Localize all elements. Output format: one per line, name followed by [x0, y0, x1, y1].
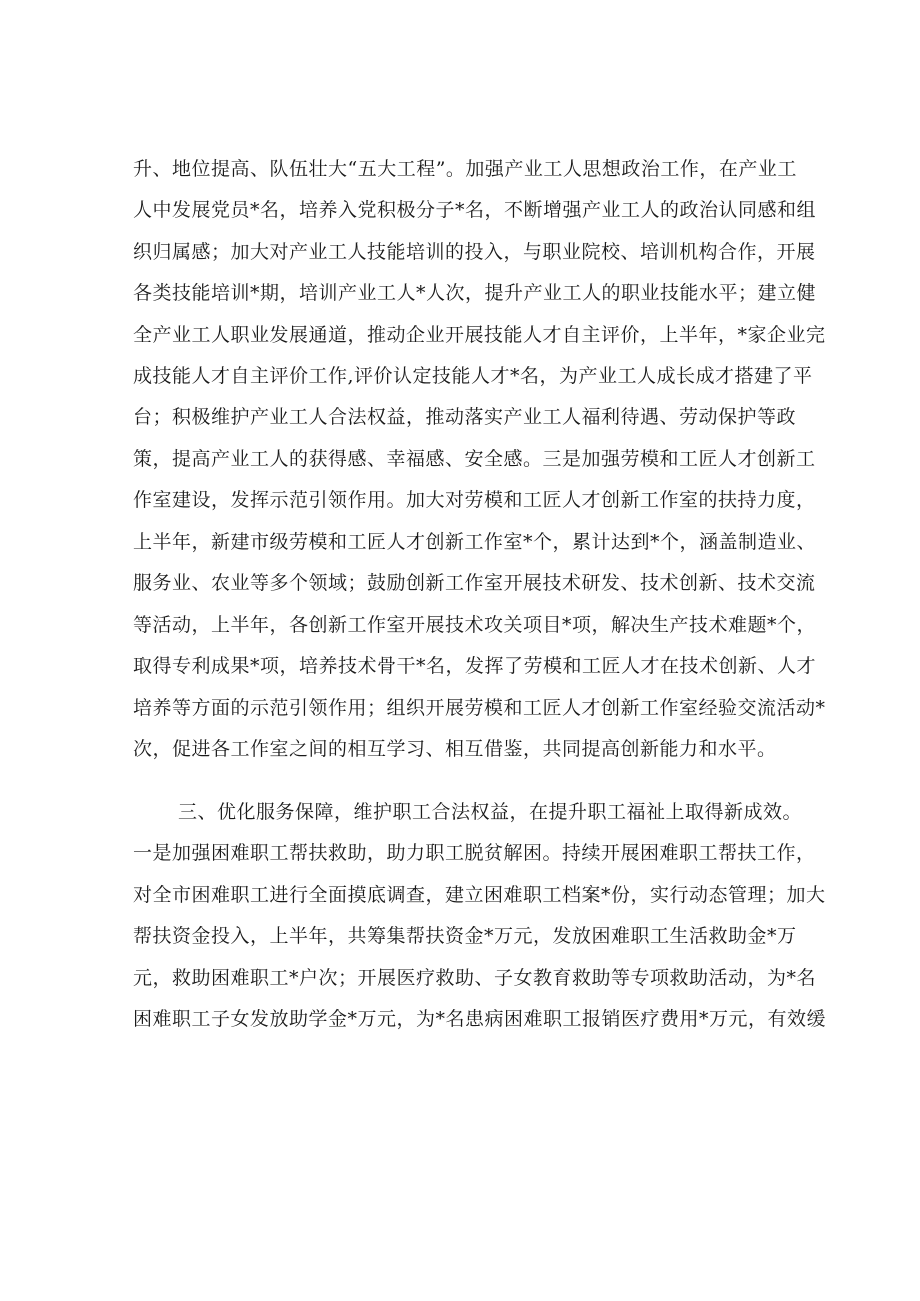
text-line: 台；积极维护产业工人合法权益，推动落实产业工人福利待遇、劳动保护等政: [133, 406, 797, 428]
text-line: 人中发展党员*名，培养入党积极分子*名，不断增强产业工人的政治认同感和组: [133, 199, 817, 221]
text-line: 一是加强困难职工帮扶救助，助力职工脱贫解困。持续开展困难职工帮扶工作，: [133, 842, 816, 864]
text-line: 次，促进各工作室之间的相互学习、相互借鉴，共同提高创新能力和水平。: [133, 738, 777, 760]
text-line: 上半年，新建市级劳模和工匠人才创新工作室*个，累计达到*个，涵盖制造业、: [133, 531, 817, 553]
text-line: 对全市困难职工进行全面摸底调查，建立困难职工档案*份，实行动态管理；加大: [133, 884, 826, 906]
section-heading-line: 三、优化服务保障，维护职工合法权益，在提升职工福祉上取得新成效。: [178, 801, 803, 823]
text-line: 困难职工子女发放助学金*万元，为*名患病困难职工报销医疗费用*万元，有效缓: [133, 1008, 827, 1030]
text-line: 各类技能培训*期，培训产业工人*人次，提升产业工人的职业技能水平；建立健: [133, 282, 817, 304]
text-line: 服务业、农业等多个领域；鼓励创新工作室开展技术研发、技术创新、技术交流: [133, 572, 816, 594]
text-line: 元，救助困难职工*户次；开展医疗救助、子女教育救助等专项救助活动，为*名: [133, 967, 817, 989]
text-line: 全产业工人职业发展通道，推动企业开展技能人才自主评价，上半年，*家企业完: [133, 324, 826, 346]
text-line: 帮扶资金投入，上半年，共筹集帮扶资金*万元，发放困难职工生活救助金*万: [133, 925, 797, 947]
text-line: 织归属感；加大对产业工人技能培训的投入，与职业院校、培训机构合作，开展: [133, 241, 816, 263]
text-line: 策，提高产业工人的获得感、幸福感、安全感。三是加强劳模和工匠人才创新工: [133, 448, 816, 470]
text-line: 取得专利成果*项，培养技术骨干*名，发挥了劳模和工匠人才在技术创新、人才: [133, 655, 817, 677]
text-line: 作室建设，发挥示范引领作用。加大对劳模和工匠人才创新工作室的扶持力度，: [133, 489, 816, 511]
text-line: 成技能人才自主评价工作,评价认定技能人才*名，为产业工人成长成才搭建了平: [133, 365, 813, 387]
text-line: 升、地位提高、队伍壮大“五大工程”。加强产业工人思想政治工作，在产业工: [133, 158, 797, 180]
text-line: 培养等方面的示范引领作用；组织开展劳模和工匠人才创新工作室经验交流活动*: [133, 697, 826, 719]
text-line: 等活动，上半年，各创新工作室开展技术攻关项目*项，解决生产技术难题*个，: [133, 614, 817, 636]
